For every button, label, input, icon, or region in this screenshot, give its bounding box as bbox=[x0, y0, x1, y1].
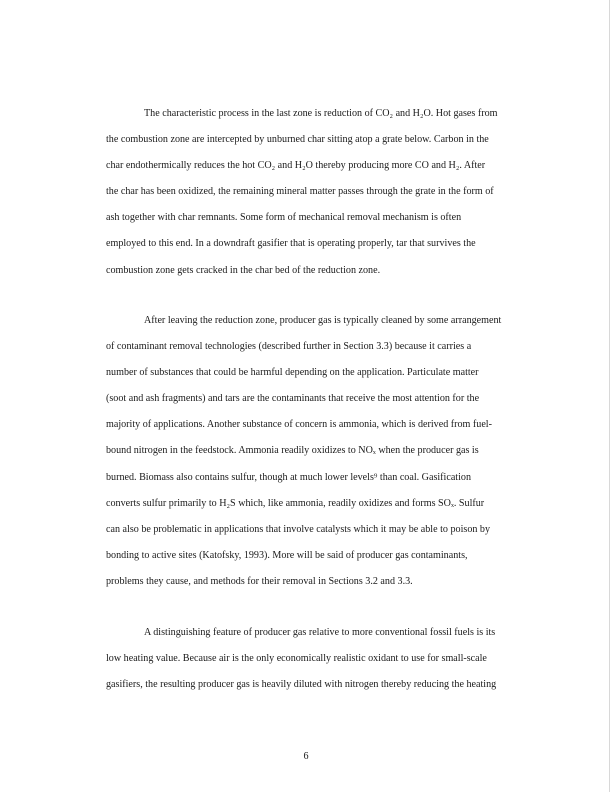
text-line: problems they cause, and methods for their removal in Sections 3.2 and 3.3. bbox=[106, 575, 413, 587]
paragraph-heating-value bbox=[106, 620, 538, 698]
text-line: can also be problematic in applications that involve catalysts which it may be able to poison by bbox=[106, 523, 491, 535]
page-edge-line bbox=[609, 0, 610, 792]
text-line: the combustion zone are intercepted by unburned char sitting atop a grate below. Carbon in the bbox=[106, 134, 489, 146]
page-number: 6 bbox=[303, 751, 309, 762]
text-line: of contaminant removal technologies (described further in Section 3.3) because it carries a bbox=[106, 341, 472, 353]
text-line: ash together with char remnants. Some form of mechanical removal mechanism is often bbox=[106, 212, 462, 224]
text-line: number of substances that could be harmful depending on the application. Particulate matter bbox=[106, 367, 479, 379]
text-line: burned. Biomass also contains sulfur, though at much lower levels⁹ than coal. Gasification bbox=[106, 471, 472, 483]
text-line: A distinguishing feature of producer gas relative to more conventional fossil fuels is its bbox=[144, 627, 496, 638]
text-line: low heating value. Because air is the only economically realistic oxidant to use for small-scale bbox=[106, 653, 487, 665]
text-line: majority of applications. Another substance of concern is ammonia, which is derived from fuel- bbox=[106, 419, 492, 431]
text-line: the char has been oxidized, the remaining mineral matter passes through the grate in the form of bbox=[106, 186, 494, 198]
paragraph-reduction-zone bbox=[106, 101, 538, 284]
text-line: gasifiers, the resulting producer gas is heavily diluted with nitrogen thereby reducing the heating bbox=[106, 679, 497, 691]
paragraph-contaminants bbox=[106, 308, 538, 595]
text-line: converts sulfur primarily to H₂S which, like ammonia, readily oxidizes and forms SOₓ. Sulfur bbox=[106, 497, 485, 509]
text-line: combustion zone gets cracked in the char bed of the reduction zone. bbox=[106, 264, 381, 276]
text-line: employed to this end. In a downdraft gasifier that is operating properly, tar that survives the bbox=[106, 238, 476, 250]
text-line: bound nitrogen in the feedstock. Ammonia readily oxidizes to NOₓ when the producer gas is bbox=[106, 445, 479, 457]
text-line: The characteristic process in the last zone is reduction of CO₂ and H₂O. Hot gases from bbox=[144, 108, 498, 119]
text-line: char endothermically reduces the hot CO₂ and H₂O thereby producing more CO and H₂. After bbox=[106, 160, 486, 172]
text-line: After leaving the reduction zone, producer gas is typically cleaned by some arrangement bbox=[144, 315, 502, 326]
text-line: bonding to active sites (Katofsky, 1993). More will be said of producer gas contaminants, bbox=[106, 549, 468, 561]
text-line: (soot and ash fragments) and tars are the contaminants that receive the most attention for the bbox=[106, 393, 480, 405]
